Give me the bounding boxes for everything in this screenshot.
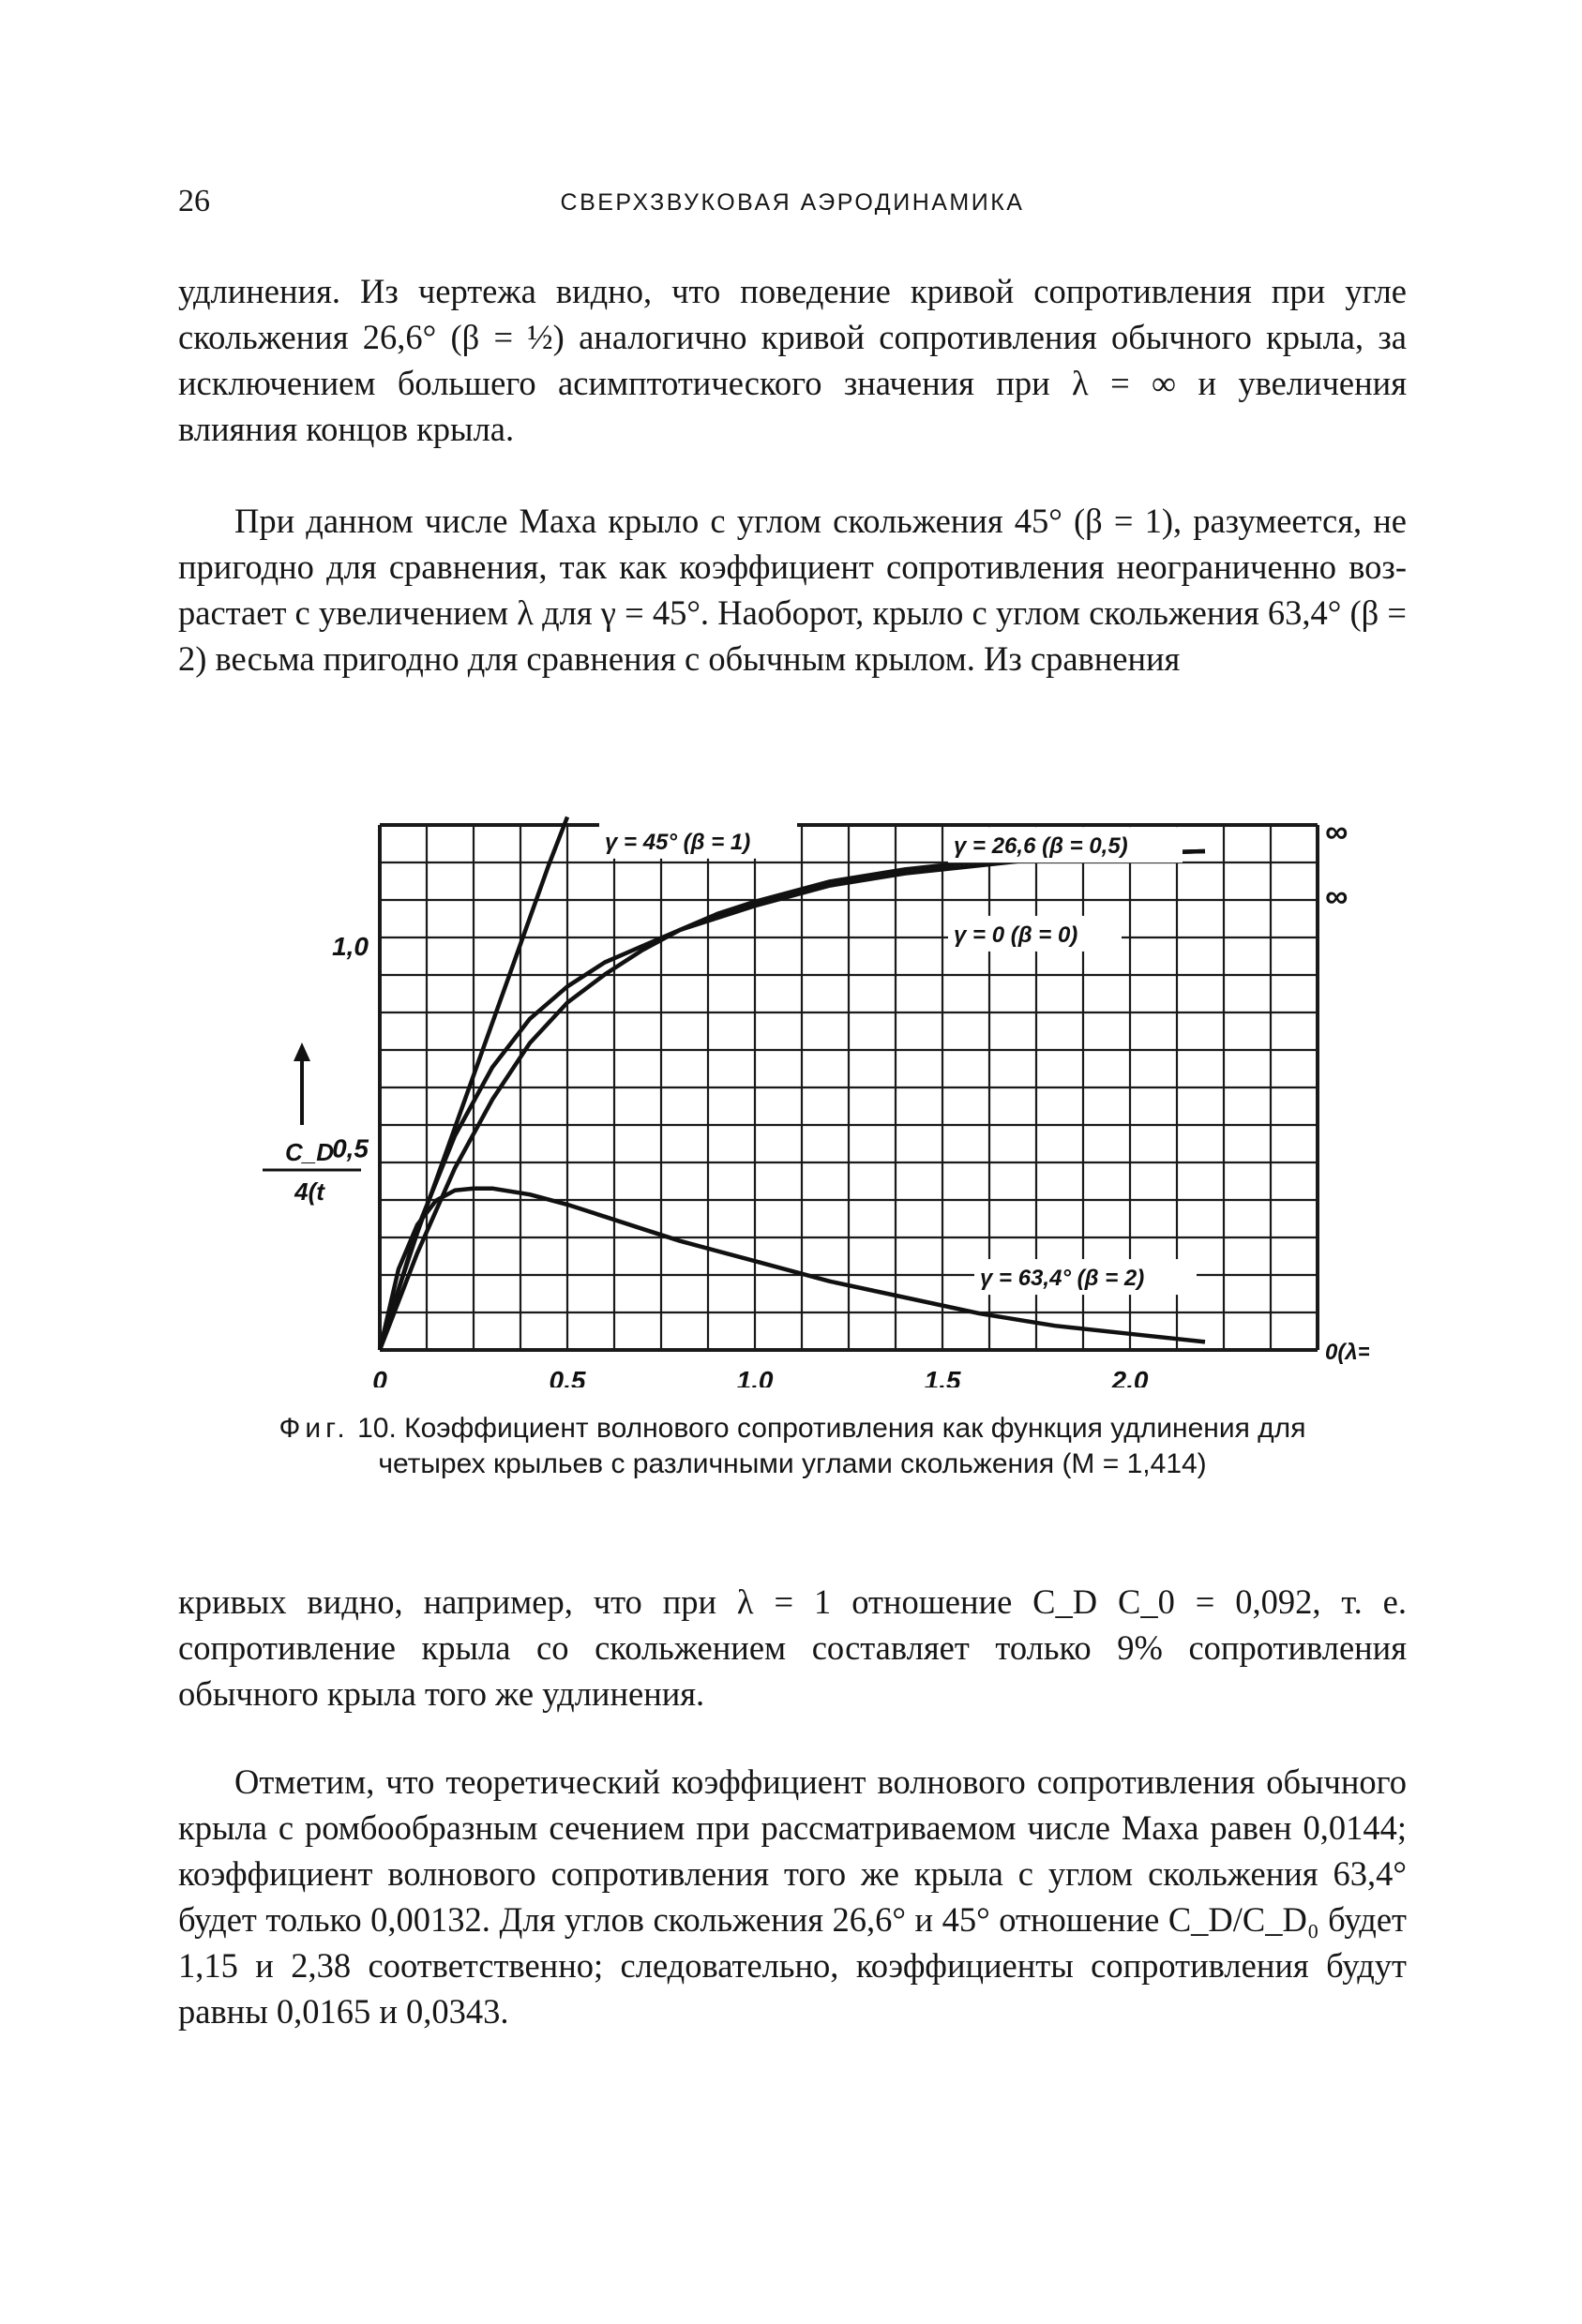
- y-axis-label-denominator: 4(t: [294, 1177, 324, 1206]
- series-label-2: γ = 26,6 (β = 0,5): [954, 833, 1128, 860]
- figure-10: [234, 806, 1369, 1387]
- caption-text: 10. Коэффициент волнового сопротивления как функция удлинения для четырех крыльев с различными углами скольжения (M = 1,414): [357, 1413, 1306, 1479]
- series-label-1: γ = 45° (β = 1): [605, 829, 751, 855]
- running-title: СВЕРХЗВУКОВАЯ АЭРОДИНАМИКА: [560, 189, 1025, 216]
- y-axis-arrowhead: [294, 1042, 310, 1061]
- page-header: [178, 184, 1407, 225]
- asymptote-label-1: ∞: [1325, 814, 1348, 850]
- page-number: 26: [178, 184, 210, 218]
- x-tick-label: 2,0: [1111, 1366, 1149, 1387]
- asymptote-label-3: 0(λ: [1325, 1340, 1358, 1365]
- caption-label: Фиг.: [279, 1413, 350, 1444]
- chart: [234, 806, 1369, 1387]
- y-tick-label: 1,0: [332, 932, 369, 962]
- x-tick-label: 0: [372, 1366, 387, 1387]
- asymptote-label-2: ∞: [1325, 878, 1348, 915]
- paragraph-4: Отметим, что теоретический коэффициент волнового сопротивления обычного крыла с ромбообразным сечением при рассматриваемом числе Маха равен 0,0144; коэффициент волнового сопротивления того же крыла с углом скольжения 63,4° будет только 0,00132. Для углов скольжения 26,6° и 45° отношение C_D/C_D₀ будет 1,15 и 2,38 соответственно; следовательно, коэффициенты сопротивления будут равны 0,0165 и 0,0343.: [178, 1762, 1407, 2031]
- figure-caption: [234, 1411, 1350, 1482]
- y-axis-label-numerator: C_D: [284, 1138, 335, 1166]
- x-tick-label: 0,5: [549, 1366, 586, 1387]
- series-label-4: γ = 63,4° (β = 2): [980, 1266, 1145, 1292]
- paragraph-1: удлинения. Из чертежа видно, что поведение кривой сопротивления при угле скольжения 26,6° (β = ½) аналогично кривой сопротивления обычного крыла, за исключением большего асимптотического значения при λ = ∞ и увеличения влияния концов крыла.: [178, 272, 1407, 448]
- paragraph-3: кривых видно, например, что при λ = 1 отношение C_D C_0 = 0,092, т. е. сопротивление крыла со скольжением составляет только 9% сопротивления обычного крыла того же удлинения.: [178, 1582, 1407, 1713]
- y-tick-label: 0,5: [332, 1133, 369, 1163]
- series-label-3: γ = 0 (β = 0): [954, 922, 1078, 948]
- paragraph-2: При данном числе Маха крыло с углом скольжения 45° (β = 1), разумеется, не пригодно для сравнения, так как коэффициент сопротивления неограниченно возрастает с увеличением λ для γ = 45°. Наоборот, крыло с углом скольжения 63,4° (β = 2) весьма пригодно для сравнения с обычным крылом. Из сравнения: [178, 502, 1407, 678]
- x-tick-label: 1,0: [736, 1366, 774, 1387]
- x-tick-label: 1,5: [924, 1366, 961, 1387]
